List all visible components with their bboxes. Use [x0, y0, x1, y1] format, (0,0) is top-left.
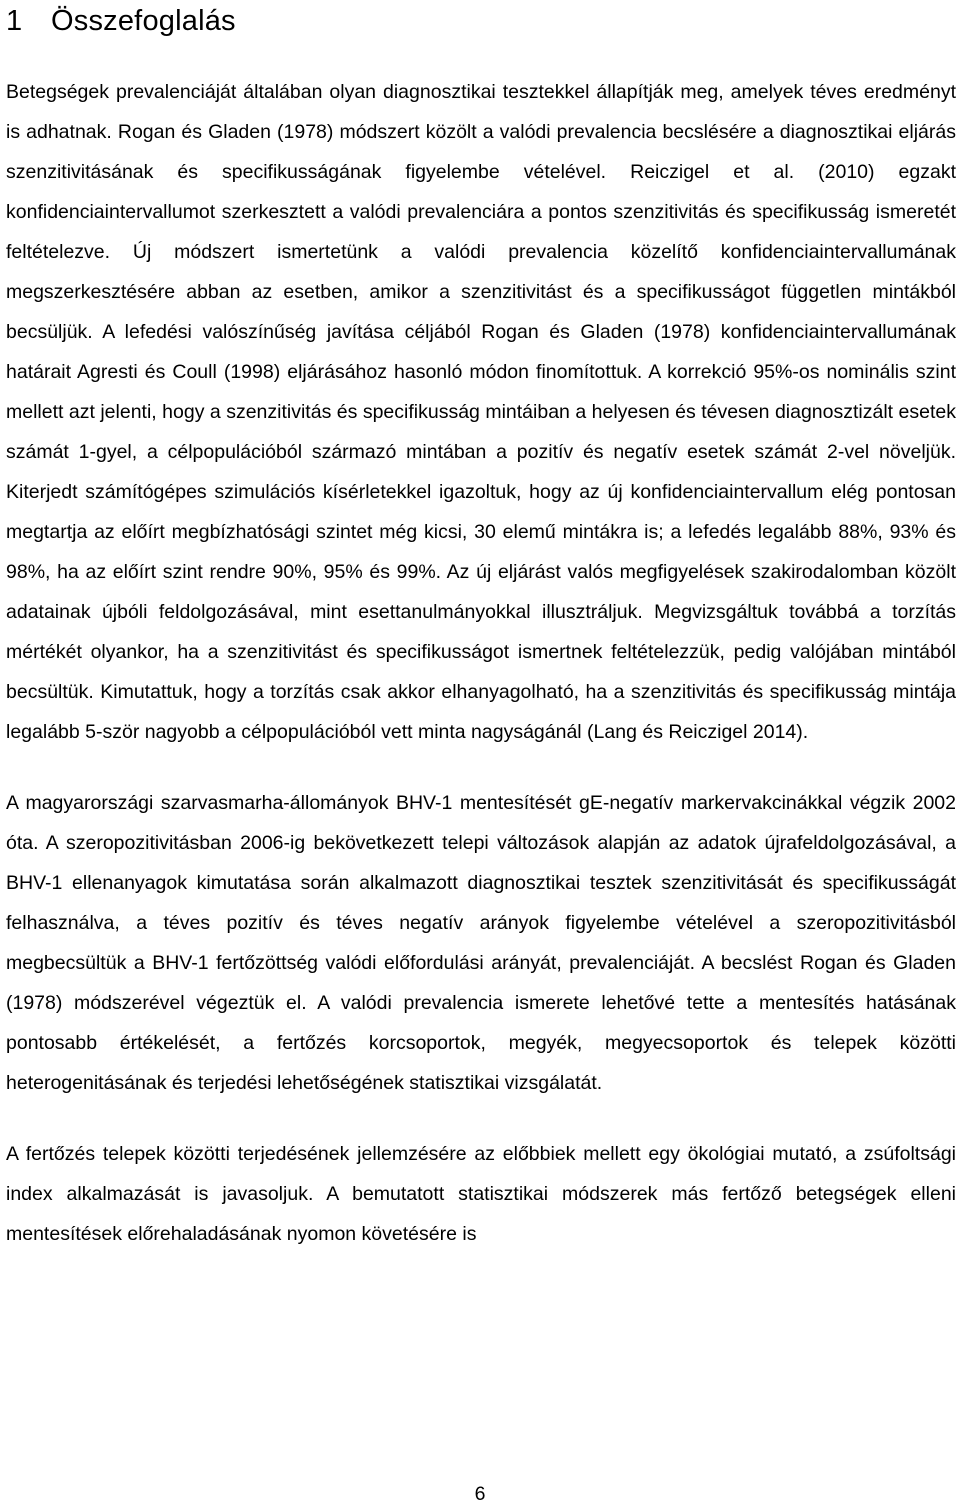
section-title: Összefoglalás [51, 5, 236, 37]
section-number: 1 [6, 5, 23, 37]
page-number: 6 [474, 1483, 486, 1505]
paragraph-crowding-index: A fertőzés telepek közötti terjedésének jellemzésére az előbbiek mellett egy ökológiai mutató, a zsúfoltsági index alkalmazását is javasoljuk. A bemutatott statisztikai módszerek más fertőző betegségek elleni mentesítések előrehaladásának nyomon követésére is [6, 1143, 956, 1245]
paragraph-bhv1-prevalence: A magyarországi szarvasmarha-állományok BHV-1 mentesítését gE-negatív markervakcinákkal végzik 2002 óta. A szeropozitivitásban 2006-ig bekövetkezett telepi változások alapján az adatok újrafeldolgozásával, a BHV-1 ellenanyagok kimutatása során alkalmazott diagnosztikai tesztek szenzitivitását és specifikusságát felhasználva, a téves pozitív és téves negatív arányok figyelembe vételével a szeropozitivitásból megbecsültük a BHV-1 fertőzöttség valódi előfordulási arányát, prevalenciáját. A becslést Rogan és Gladen (1978) módszerével végeztük el. A valódi prevalencia ismerete lehetővé tette a mentesítés hatásának pontosabb értékelését, a fertőzés korcsoportok, megyék, megyecsoportok és telepek közötti heterogenitásának és terjedési lehetőségének statisztikai vizsgálatát. [6, 792, 956, 1094]
section-heading [6, 0, 956, 40]
paragraph-summary-methods: Betegségek prevalenciáját általában olyan diagnosztikai tesztekkel állapítják meg, amelyek téves eredményt is adhatnak. Rogan és Gladen (1978) módszert közölt a valódi prevalencia becslésére a diagnosztikai eljárás szenzitivitásának és specifikusságának figyelembe vételével. Reiczigel et al. (2010) egzakt konfidenciaintervallumot szerkesztett a valódi prevalenciára a pontos szenzitivitás és specifikusság ismeretét feltételezve. Új módszert ismertetünk a valódi prevalencia közelítő konfidenciaintervallumának megszerkesztésére abban az esetben, amikor a szenzitivitást és a specifikusságot független mintákból becsüljük. A lefedési valószínűség javítása céljából Rogan és Gladen (1978) konfidenciaintervallumának határait Agresti és Coull (1998) eljárásához hasonló módon finomítottuk. A korrekció 95%-os nominális szint mellett azt jelenti, hogy a szenzitivitás és specifikusság mintáiban a helyesen és tévesen diagnosztizált esetek számát 1-gyel, a célpopulációból származó mintában a pozitív és negatív esetek számát 2-vel növeljük. Kiterjedt számítógépes szimulációs kísérletekkel igazoltuk, hogy az új konfidenciaintervallum elég pontosan megtartja az előírt megbízhatósági szintet még kicsi, 30 elemű mintákra is; a lefedés legalább 88%, 93% és 98%, ha az előírt szint rendre 90%, 95% és 99%. Az új eljárást valós megfigyelések szakirodalomban közölt adatainak újbóli feldolgozásával, mint esettanulmányokkal illusztráljuk. Megvizsgáltuk továbbá a torzítás mértékét olyankor, ha a szenzitivitást és specifikusságot ismertnek feltételezzük, pedig valójában mintából becsültük. Kimutattuk, hogy a torzítás csak akkor elhanyagolható, ha a szenzitivitás és specifikusság mintája legalább 5-ször nagyobb a célpopulációból vett minta nagyságánál (Lang és Reiczigel 2014). [6, 81, 956, 743]
